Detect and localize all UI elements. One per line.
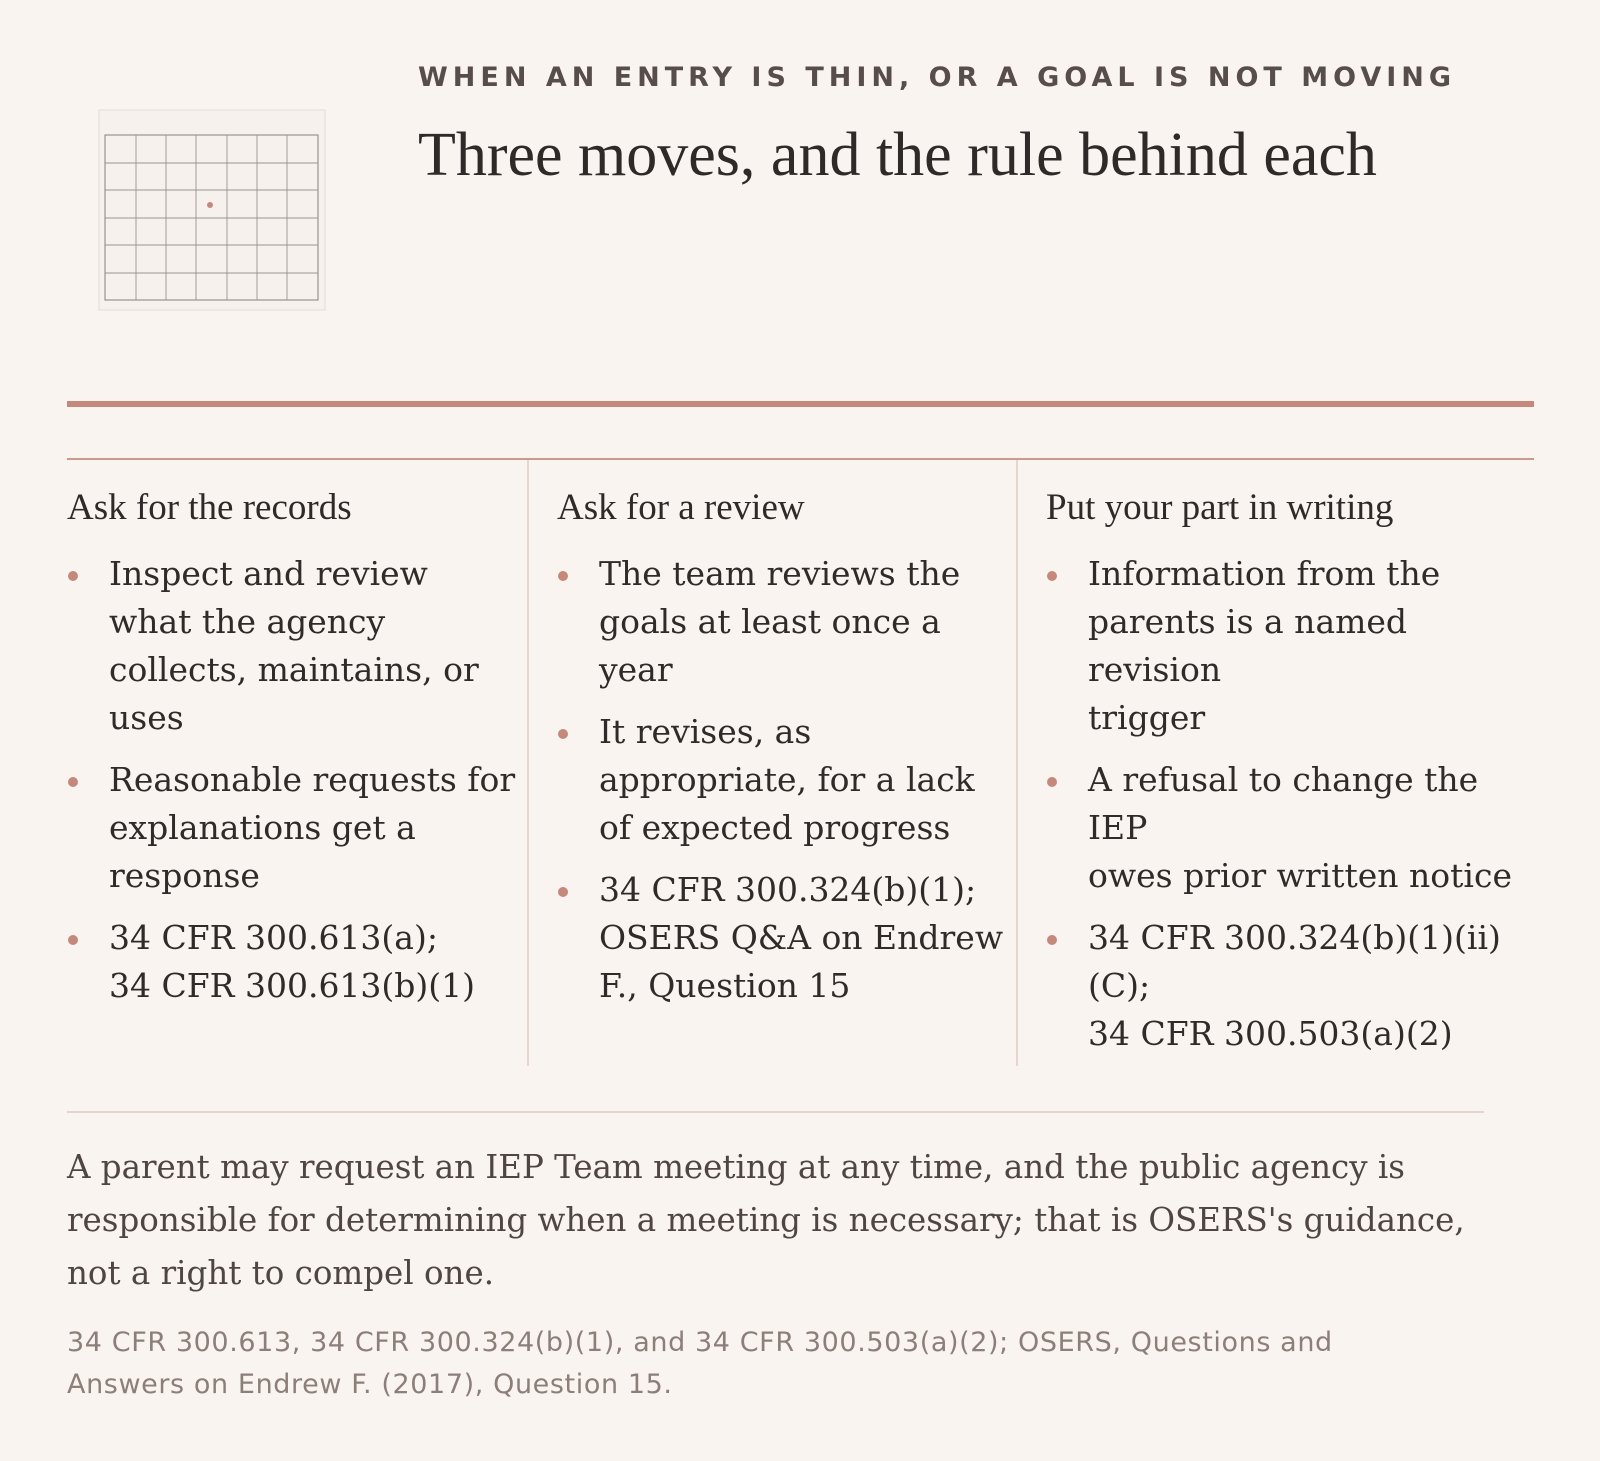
list-item-text: A refusal to change the IEP owes prior written notice xyxy=(1088,760,1512,896)
column-ask-for-records xyxy=(67,460,527,1066)
list-item-text: It revises, as appropriate, for a lack of expected progress xyxy=(599,712,975,848)
footer-divider xyxy=(67,1111,1484,1113)
list-item-text: Inspect and review what the agency collects, maintains, or uses xyxy=(109,554,479,738)
page-title: Three moves, and the rule behind each xyxy=(418,121,1377,189)
list-item-text: The team reviews the goals at least once a year xyxy=(599,554,961,690)
bullet-list xyxy=(67,550,527,1010)
list-item xyxy=(557,708,1016,852)
column-ask-for-review xyxy=(527,460,1016,1066)
list-item xyxy=(67,914,527,1010)
column-heading: Ask for a review xyxy=(557,487,805,528)
footer-note: A parent may request an IEP Team meeting at any time, and the public agency is responsible for determining when a meeting is necessary; that is OSERS's guidance, not a right to compel one. xyxy=(67,1148,1465,1292)
list-item xyxy=(67,756,527,900)
accent-divider xyxy=(67,401,1534,407)
list-item xyxy=(557,550,1016,694)
eyebrow-label: WHEN AN ENTRY IS THIN, OR A GOAL IS NOT MOVING xyxy=(418,62,1457,93)
list-item xyxy=(67,550,527,742)
list-item xyxy=(557,866,1016,1010)
column-heading: Put your part in writing xyxy=(1046,487,1394,528)
bullet-list xyxy=(557,550,1016,1010)
list-item-text: 34 CFR 300.324(b)(1); OSERS Q&A on Endrew F., Question 15 xyxy=(599,870,1004,1006)
bullet-list xyxy=(1046,550,1534,1058)
list-item xyxy=(1046,756,1534,900)
list-item xyxy=(1046,914,1534,1058)
list-item-text: 34 CFR 300.613(a); 34 CFR 300.613(b)(1) xyxy=(109,918,476,1006)
column-heading: Ask for the records xyxy=(67,487,352,528)
list-item-text: 34 CFR 300.324(b)(1)(ii)(C); 34 CFR 300.503(a)(2) xyxy=(1088,918,1501,1054)
calendar-grid-icon xyxy=(96,108,328,312)
list-item-text: Information from the parents is a named revision trigger xyxy=(1088,554,1441,738)
column-put-in-writing xyxy=(1016,460,1534,1066)
list-item-text: Reasonable requests for explanations get a response xyxy=(109,760,516,896)
list-item xyxy=(1046,550,1534,742)
source-citation: 34 CFR 300.613, 34 CFR 300.324(b)(1), and 34 CFR 300.503(a)(2); OSERS, Questions and Answers on Endrew F. (2017), Question 15. xyxy=(67,1327,1333,1400)
